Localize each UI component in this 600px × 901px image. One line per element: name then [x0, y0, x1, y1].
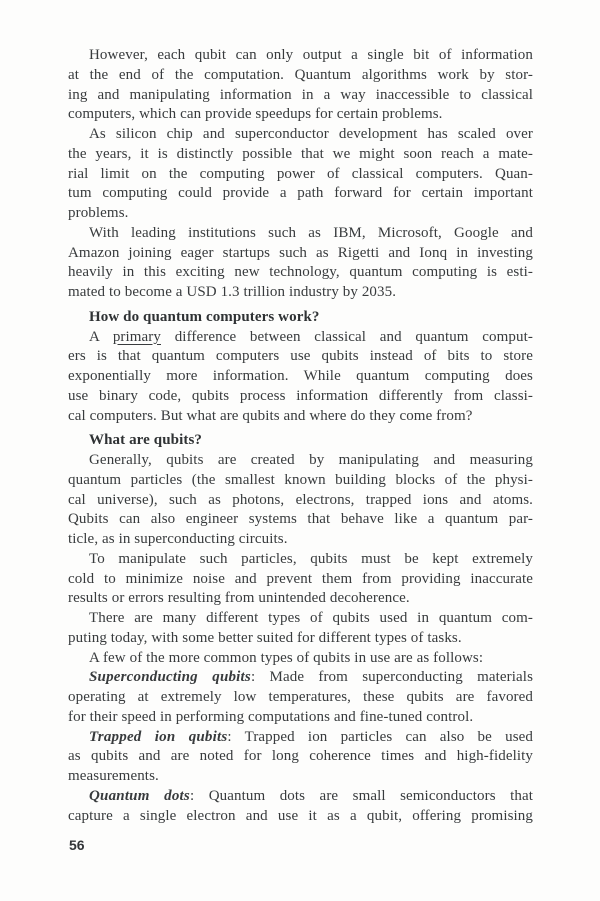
- text-line: heavily in this exciting new technology, quantum computing is esti-: [68, 264, 533, 281]
- text-line: computers, which can provide speedups for certain problems.: [68, 106, 443, 123]
- text-line: for their speed in performing computations and fine-tuned control.: [68, 708, 474, 725]
- paragraph: [68, 46, 533, 125]
- text-line: problems.: [68, 205, 129, 221]
- section-heading: [68, 431, 533, 451]
- text-line: With leading institutions such as IBM, Microsoft, Google and: [89, 224, 533, 241]
- paragraph: [68, 728, 533, 787]
- text-line: Amazon joining eager startups such as Rigetti and Ionq in investing: [68, 244, 533, 261]
- text-line: at the end of the computation. Quantum algorithms work by stor-: [68, 66, 533, 83]
- text-line: ing and manipulating information in a way inaccessible to classical: [68, 86, 533, 103]
- text-line: A few of the more common types of qubits in use are as follows:: [89, 649, 484, 666]
- text-line: quantum particles (the smallest known building blocks of the physi-: [68, 471, 533, 488]
- qubit-type-term: Trapped ion qubits: [89, 728, 228, 745]
- text-line: As silicon chip and superconductor development has scaled over: [89, 126, 533, 142]
- text-line: However, each qubit can only output a single bit of information: [89, 47, 533, 63]
- paragraph: [68, 668, 533, 727]
- text-line: operating at extremely low temperatures, these qubits are favored: [68, 689, 533, 705]
- text-line: use binary code, qubits process information differently from classi-: [68, 387, 533, 404]
- text-line: exponentially more information. While quantum computing does: [68, 368, 533, 384]
- paragraph: [68, 550, 533, 609]
- page-number: 56: [69, 837, 85, 853]
- text-line: What are qubits?: [89, 432, 203, 449]
- text-line: Quantum dots: Quantum dots are small semiconductors that: [89, 787, 533, 804]
- qubit-type-term: Superconducting qubits: [89, 669, 251, 686]
- text-line: puting today, with some better suited for different types of tasks.: [68, 629, 462, 646]
- paragraph: [68, 224, 533, 303]
- text-line: There are many different types of qubits used in quantum com-: [89, 610, 533, 626]
- text-line: Superconducting qubits: Made from superconducting materials: [89, 669, 533, 686]
- text-line: ticle, as in superconducting circuits.: [68, 531, 288, 547]
- text-line: cal computers. But what are qubits and where do they come from?: [68, 407, 473, 424]
- paragraph: [68, 328, 533, 427]
- paragraph: [68, 649, 533, 669]
- text-line: cal universe), such as photons, electrons, trapped ions and atoms.: [68, 491, 533, 508]
- text-line: How do quantum computers work?: [89, 308, 320, 325]
- text-line: rial limit on the computing power of classical computers. Quan-: [68, 165, 533, 182]
- qubit-type-term: Quantum dots: [89, 787, 190, 804]
- text-line: cold to minimize noise and prevent them from providing inaccurate: [68, 570, 533, 587]
- paragraph: [68, 125, 533, 224]
- text-line: tum computing could provide a path forward for certain important: [68, 185, 533, 202]
- page-text: [68, 46, 533, 826]
- text-line: Trapped ion qubits: Trapped ion particles can also be used: [89, 728, 533, 745]
- text-line: measurements.: [68, 768, 159, 784]
- text-line: A primary difference between classical and quantum comput-: [89, 328, 533, 345]
- paragraph: [68, 787, 533, 827]
- underlined-term: primary: [112, 328, 161, 345]
- text-line: Qubits can also engineer systems that behave like a quantum par-: [68, 511, 533, 528]
- paragraph: [68, 609, 533, 649]
- text-line: capture a single electron and use it as a qubit, offering promising: [68, 807, 533, 824]
- paragraph: [68, 451, 533, 550]
- text-line: the years, it is distinctly possible that we might soon reach a mate-: [68, 145, 533, 162]
- text-line: results or errors resulting from unintended decoherence.: [68, 590, 410, 607]
- text-line: mated to become a USD 1.3 trillion industry by 2035.: [68, 284, 397, 300]
- text-line: as qubits and are noted for long coherence times and high-fidelity: [68, 748, 533, 765]
- text-line: ers is that quantum computers use qubits instead of bits to store: [68, 348, 533, 365]
- text-line: To manipulate such particles, qubits must be kept extremely: [89, 550, 533, 567]
- text-line: Generally, qubits are created by manipulating and measuring: [89, 452, 533, 468]
- section-heading: [68, 308, 533, 328]
